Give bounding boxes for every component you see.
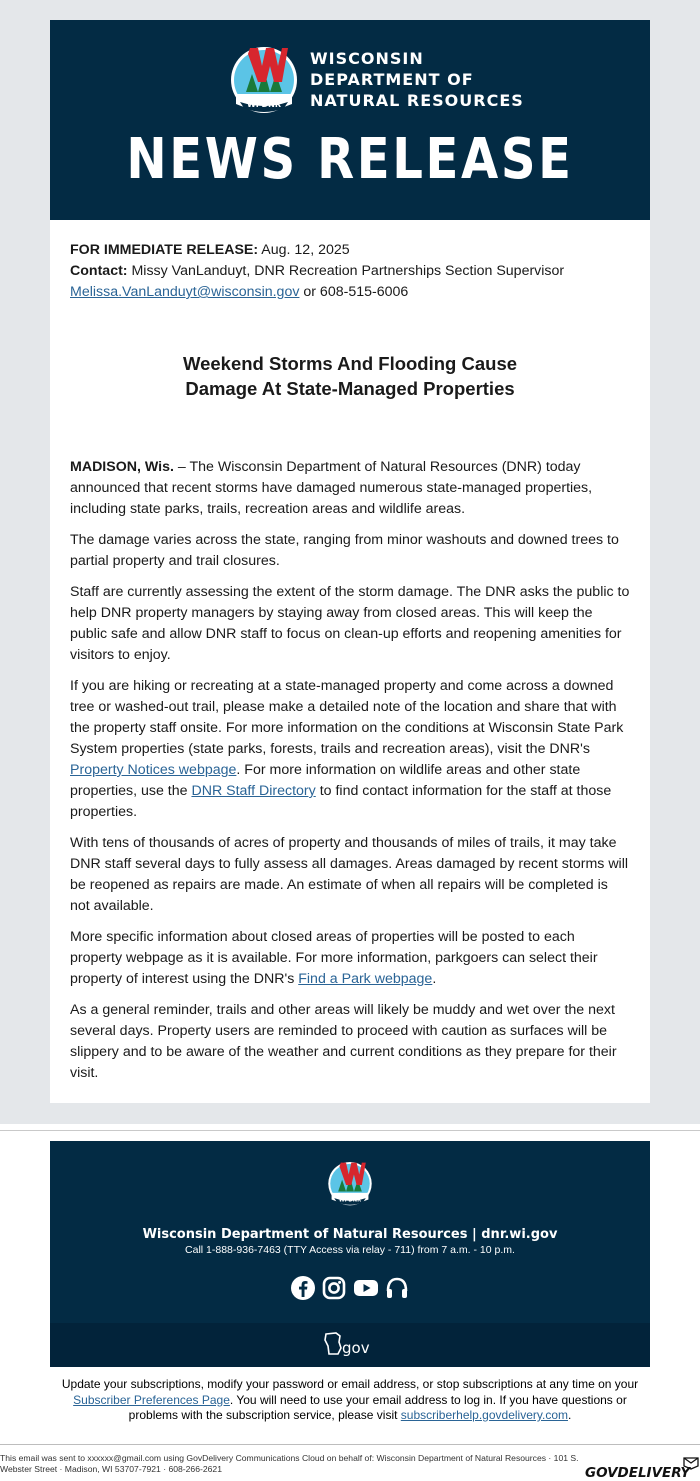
paragraph-4-text-a: If you are hiking or recreating at a state-managed property and come across a downed tree or washed-out trail, please make a detailed note of the location and share that with the property staff onsite. For more information on the conditions at Wisconsin State Park System properties (state parks, forests, trails and recreation areas), visit the DNR's (70, 678, 624, 757)
paragraph-6-text-a: More specific information about closed areas of properties will be posted to each property webpage as it is available. For more information, parkgoers can select their property of interest using the DNR's (70, 929, 598, 987)
staff-directory-link[interactable]: DNR Staff Directory (191, 783, 316, 799)
release-line (70, 240, 630, 261)
footer-agency-name: Wisconsin Department of Natural Resources | dnr.wi.gov (142, 1227, 558, 1242)
contact-name: Missy VanLanduyt, DNR Recreation Partnerships Section Supervisor (127, 263, 565, 279)
contact-email-line (70, 282, 630, 303)
paragraph-1-text: – The Wisconsin Department of Natural Resources (DNR) today announced that recent storms have damaged numerous state-managed properties, including state parks, trails, recreation areas and wildlife areas. (70, 459, 593, 517)
paragraph-4-text-b: . For more information on wildlife areas and other state properties, use the (70, 762, 581, 799)
paragraph-4-text-c: to find contact information for the staff at those properties. (70, 783, 612, 820)
svg-text:GOVDELIVERY: GOVDELIVERY (585, 1465, 691, 1481)
svg-text:WI DNR: WI DNR (338, 1197, 362, 1204)
footer-dnr-logo-icon (325, 1159, 375, 1207)
subscriber-preferences-link[interactable]: Subscriber Preferences Page (73, 1392, 230, 1407)
facebook-icon[interactable] (290, 1275, 316, 1301)
paragraph-2: The damage varies across the state, ranging from minor washouts and downed trees to partial property and trail closures. (70, 532, 619, 569)
youtube-icon[interactable] (353, 1275, 379, 1301)
govdelivery-logo-icon[interactable] (584, 1456, 700, 1481)
agency-line-2: DEPARTMENT OF (310, 70, 474, 89)
section-divider (0, 1130, 700, 1131)
footer-phone: Call 1-888-936-7463 (TTY Access via relay - 711) from 7 a.m. - 10 p.m. (185, 1244, 515, 1256)
news-card (50, 20, 650, 1103)
instagram-icon[interactable] (321, 1275, 347, 1301)
header-banner (50, 20, 650, 220)
property-notices-link[interactable]: Property Notices webpage (70, 762, 237, 778)
agency-line-1: WISCONSIN (310, 49, 424, 68)
subscriber-help-link[interactable]: subscriberhelp.govdelivery.com (400, 1408, 568, 1422)
svg-text:WI DNR: WI DNR (246, 100, 282, 109)
contact-email-link[interactable]: Melissa.VanLanduyt@wisconsin.gov (70, 284, 300, 300)
paragraph-3: Staff are currently assessing the extent of the storm damage. The DNR asks the public to help DNR property managers by staying away from closed areas. This will keep the public safe and allow DNR staff to focus on clean-up efforts and reopening amenities for visitors to enjoy. (70, 584, 630, 663)
agency-name (310, 48, 524, 111)
footer-banner (50, 1141, 650, 1367)
fineprint-text: This email was sent to xxxxxx@gmail.com using GovDelivery Communications Cloud on behalf of: Wisconsin Department of Natural Resources · 101 S. Webster Street · Madison, WI 53707-7921 · 608-266-2621 (0, 1453, 579, 1474)
headline-line-1: Weekend Storms And Flooding Cause (182, 353, 518, 374)
agency-line-3: NATURAL RESOURCES (310, 91, 524, 110)
paragraph-7: As a general reminder, trails and other areas will likely be muddy and wet over the next several days. Property users are reminded to proceed with caution as surfaces will be slippery and to be aware of the weather and current conditions as they prepare for their visit. (70, 1002, 617, 1081)
subscription-text-c: . (567, 1408, 572, 1422)
social-links (290, 1275, 410, 1301)
footer-gov-bar (50, 1323, 650, 1367)
subscription-text-b: . You will need to use your email address to log in. If you have questions or problems with the subscription service, please visit (128, 1392, 627, 1422)
dnr-logo-icon (226, 44, 302, 114)
contact-label: Contact: (70, 263, 128, 279)
paragraph-5: With tens of thousands of acres of property and thousands of miles of trails, it may take DNR staff several days to fully assess all damages. Areas damaged by recent storms will be reopened as repairs are made. An estimate of when all repairs will be completed is not available. (70, 835, 629, 914)
wisconsin-gov-logo-icon (322, 1330, 378, 1358)
contact-phone: or 608-515-6006 (299, 284, 409, 300)
subscription-notice (58, 1377, 642, 1424)
fineprint-divider (0, 1444, 700, 1445)
dateline: MADISON, Wis. (70, 459, 174, 475)
release-label: FOR IMMEDIATE RELEASE: (70, 242, 259, 258)
release-meta (70, 240, 630, 303)
article-content (70, 240, 630, 1094)
article-headline (70, 351, 630, 401)
headline-line-2: Damage At State-Managed Properties (185, 378, 515, 399)
find-a-park-link[interactable]: Find a Park webpage (298, 971, 433, 987)
svg-text:gov: gov (342, 1339, 370, 1357)
contact-line (70, 261, 630, 282)
release-date: Aug. 12, 2025 (258, 242, 350, 258)
paragraph-6 (70, 927, 630, 990)
news-release-title: NEWS RELEASE (126, 127, 574, 192)
paragraph-4 (70, 676, 630, 823)
article-body (70, 457, 630, 1084)
podcast-icon[interactable] (384, 1275, 410, 1301)
paragraph-1 (70, 457, 630, 520)
paragraph-6-text-b: . (432, 971, 437, 987)
subscription-text-a: Update your subscriptions, modify your password or email address, or stop subscriptions at any time on your (61, 1377, 639, 1391)
